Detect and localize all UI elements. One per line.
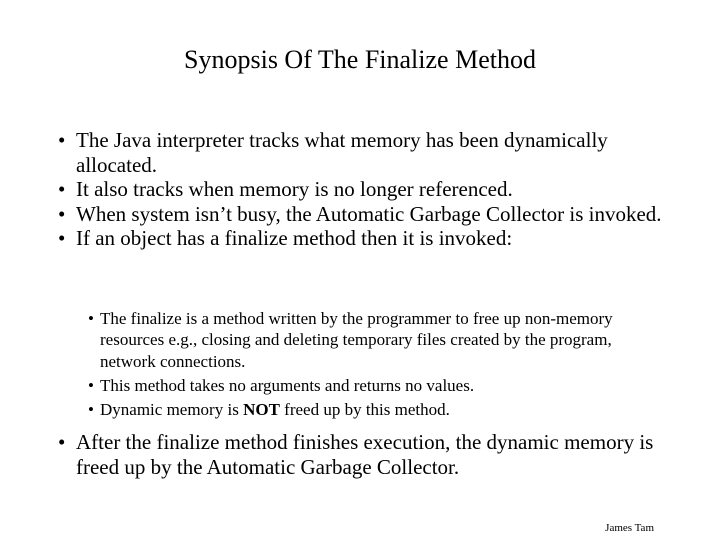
bullet-glyph: • — [58, 430, 66, 454]
bullet-glyph: • — [58, 226, 66, 250]
sub-bullet-text-after: freed up by this method. — [279, 400, 450, 420]
bullet-glyph: • — [58, 128, 66, 152]
sub-bullet-emphasis: NOT — [243, 400, 280, 420]
author-footer: James Tam — [605, 522, 654, 534]
bullet-text: It also tracks when memory is no longer referenced. — [76, 177, 513, 201]
bullet-text: If an object has a finalize method then it is invoked: — [76, 226, 513, 250]
slide-title: Synopsis Of The Finalize Method — [184, 45, 536, 74]
bullet-item — [58, 430, 688, 479]
main-bullet-list — [58, 128, 688, 251]
bullet-item — [58, 226, 688, 251]
bullet-text: When system isn’t busy, the Automatic Garbage Collector is invoked. — [76, 201, 662, 226]
bullet-glyph: • — [88, 400, 94, 420]
bullet-glyph: • — [58, 177, 66, 201]
sub-bullet-text: The finalize is a method written by the programmer to free up non-memory resources e.g., closing and deleting temporary files created by the program, network connections. — [100, 309, 613, 371]
sub-bullet-item — [88, 308, 668, 372]
final-bullet-list — [58, 430, 688, 479]
sub-bullet-text-before: Dynamic memory is — [100, 400, 244, 420]
sub-bullet-item — [88, 399, 668, 420]
sub-bullet-text: This method takes no arguments and returns no values. — [100, 375, 475, 395]
bullet-item — [58, 128, 688, 177]
bullet-text: After the finalize method finishes execution, the dynamic memory is freed up by the Automatic Garbage Collector. — [76, 430, 654, 479]
bullet-item — [58, 202, 688, 227]
bullet-text: The Java interpreter tracks what memory has been dynamically allocated. — [76, 128, 608, 177]
bullet-item — [58, 177, 688, 202]
bullet-glyph: • — [88, 375, 94, 395]
bullet-glyph: • — [88, 309, 94, 328]
sub-bullet-item — [88, 375, 668, 396]
sub-bullet-list — [88, 308, 668, 420]
bullet-glyph: • — [58, 201, 66, 226]
